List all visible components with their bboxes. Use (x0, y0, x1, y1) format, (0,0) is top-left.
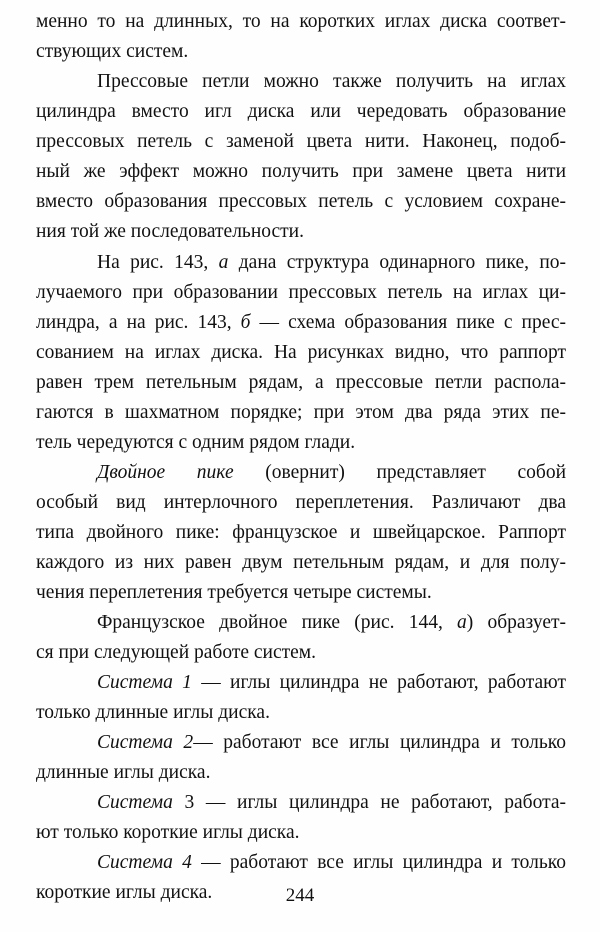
page-number: 244 (285, 885, 315, 906)
italic-term: Система (97, 792, 173, 813)
text-span: вместо образования прессовых петель с условием сохране- (36, 191, 566, 212)
text-span: Французское двойное пике (рис. 144, (97, 612, 458, 633)
text-span: особый вид интерлочного переплетения. Различают два (36, 492, 566, 513)
text-span: ся при следующей работе систем. (36, 642, 317, 663)
text-line (36, 431, 566, 455)
italic-term: б (240, 312, 251, 333)
text-span: — работают все иглы цилиндра и только (193, 732, 566, 753)
text-line (36, 281, 566, 305)
text-line (97, 791, 566, 815)
italic-term: Система 4 (97, 852, 192, 873)
text-line (36, 371, 566, 395)
text-span: ния той же последовательности. (36, 221, 304, 242)
text-span: короткие иглы диска. (36, 882, 213, 903)
text-span: равен трем петельным рядам, а прессовые петли распола- (36, 372, 566, 393)
text-span: линдра, а на рис. 143, (36, 312, 241, 333)
text-line (36, 581, 566, 605)
text-line (36, 701, 566, 725)
text-line (36, 761, 566, 785)
text-span: (овернит) представляет собой (233, 462, 567, 483)
italic-term: Система 1 (97, 672, 192, 693)
text-span: ) образует- (466, 612, 566, 633)
text-line (97, 251, 566, 275)
text-span: дана структура одинарного пике, по- (228, 252, 567, 273)
text-span: ют только короткие иглы диска. (36, 822, 300, 843)
text-line (36, 551, 566, 575)
text-line (97, 611, 566, 635)
text-line (36, 521, 566, 545)
text-span: сованием на иглах диска. На рисунках видно, что раппорт (36, 342, 566, 363)
text-line (36, 130, 566, 154)
text-span: ствующих систем. (36, 41, 189, 62)
text-line (36, 311, 566, 335)
text-line (36, 821, 566, 845)
text-line (97, 851, 566, 875)
text-line (36, 341, 566, 365)
text-span: лучаемого при образовании прессовых петель на иглах ци- (36, 282, 566, 303)
italic-term: Система 2 (97, 732, 194, 753)
text-line (36, 10, 566, 34)
italic-term: а (218, 252, 229, 273)
text-span: прессовых петель с заменой цвета нити. Наконец, подоб- (36, 131, 566, 152)
text-line (36, 220, 566, 244)
text-line (97, 70, 566, 94)
text-span: типа двойного пике: французское и швейцарское. Раппорт (36, 522, 566, 543)
text-line (36, 641, 566, 665)
text-line (97, 461, 566, 485)
text-span: Прессовые петли можно также получить на иглах (97, 71, 566, 92)
text-span: На рис. 143, (97, 252, 219, 273)
text-span: менно то на длинных, то на коротких иглах диска соответ- (36, 11, 566, 32)
text-line (36, 401, 566, 425)
text-span: чения переплетения требуется четыре системы. (36, 582, 432, 603)
text-line (36, 100, 566, 124)
text-line (36, 40, 566, 64)
text-span: тель чередуются с одним рядом глади. (36, 432, 356, 453)
italic-term: Двойное пике (97, 462, 234, 483)
text-span: гаются в шахматном порядке; при этом два ряда этих пе- (36, 402, 566, 423)
text-span: — работают все иглы цилиндра и только (191, 852, 566, 873)
text-span: длинные иглы диска. (36, 762, 211, 783)
text-span: цилиндра вместо игл диска или чередовать образование (36, 101, 566, 122)
text-span: 3 — иглы цилиндра не работают, работа- (172, 792, 566, 813)
text-span: — схема образования пике с прес- (250, 312, 567, 333)
text-span: ный же эффект можно получить при замене цвета нити (36, 161, 566, 182)
text-line (97, 731, 566, 755)
text-span: — иглы цилиндра не работают, работают (191, 672, 566, 693)
italic-term: а (457, 612, 467, 633)
text-span: каждого из них равен двум петельным рядам, и для полу- (36, 552, 566, 573)
text-line (97, 671, 566, 695)
text-line (36, 160, 566, 184)
text-span: только длинные иглы диска. (36, 702, 270, 723)
text-line (36, 190, 566, 214)
text-line (36, 491, 566, 515)
